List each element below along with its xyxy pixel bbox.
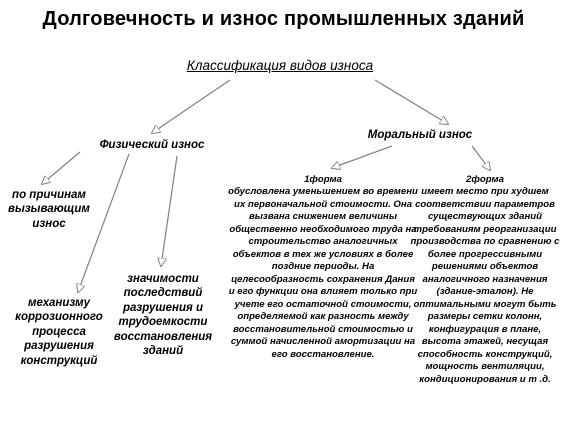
form1-heading: 1форма xyxy=(304,174,342,185)
arrow-to-physical xyxy=(152,80,230,133)
form2-text: имеет место при худшем соответствии параметров существующих зданий требованиям реорганизации производства по сравнению с более прогрессивными решениями объектов аналогичного назначения (здание-эталон). Не оптимальными могут быть размеры сетки колонн, конфигурация в плане, высота этажей, несущая способность конструкций, мощность вентиляции, кондиционирования и т .д. xyxy=(410,186,560,385)
arrow-to-form1 xyxy=(332,146,392,168)
form1-text: обусловлена уменьшением во времени их первоначальной стоимости. Она вызвана снижением величины общественно необходимого труда на строительство аналогичных объектов в тех же условиях в более поздние периоды. На целесообразность сохранения Дания и его функции она влияет только при учете его остаточной стоимости, определяемой как разность между восстановительной стоимостью и суммой начисленной амортизации на его восстановление. xyxy=(228,186,418,360)
mechanism-node: механизму коррозионного процесса разрушения конструкций xyxy=(15,297,103,367)
form1-node xyxy=(228,174,418,361)
physical-wear-node: Физический износ xyxy=(99,139,205,151)
arrow-to-causes xyxy=(42,152,80,184)
classification-heading: Классификация видов износа xyxy=(186,58,374,73)
arrow-to-significance xyxy=(161,156,177,266)
form2-node xyxy=(410,174,560,386)
by-causes-node: по причинам вызывающим износ xyxy=(8,189,90,230)
arrow-to-form2 xyxy=(472,146,490,170)
page-title: Долговечность и износ промышленных зданий xyxy=(42,8,525,30)
significance-node: значимости последствий разрушения и трудоемкости восстановления зданий xyxy=(113,273,213,357)
arrow-to-moral xyxy=(375,80,448,124)
moral-wear-node: Моральный износ xyxy=(367,129,473,141)
form2-heading: 2форма xyxy=(466,174,504,185)
